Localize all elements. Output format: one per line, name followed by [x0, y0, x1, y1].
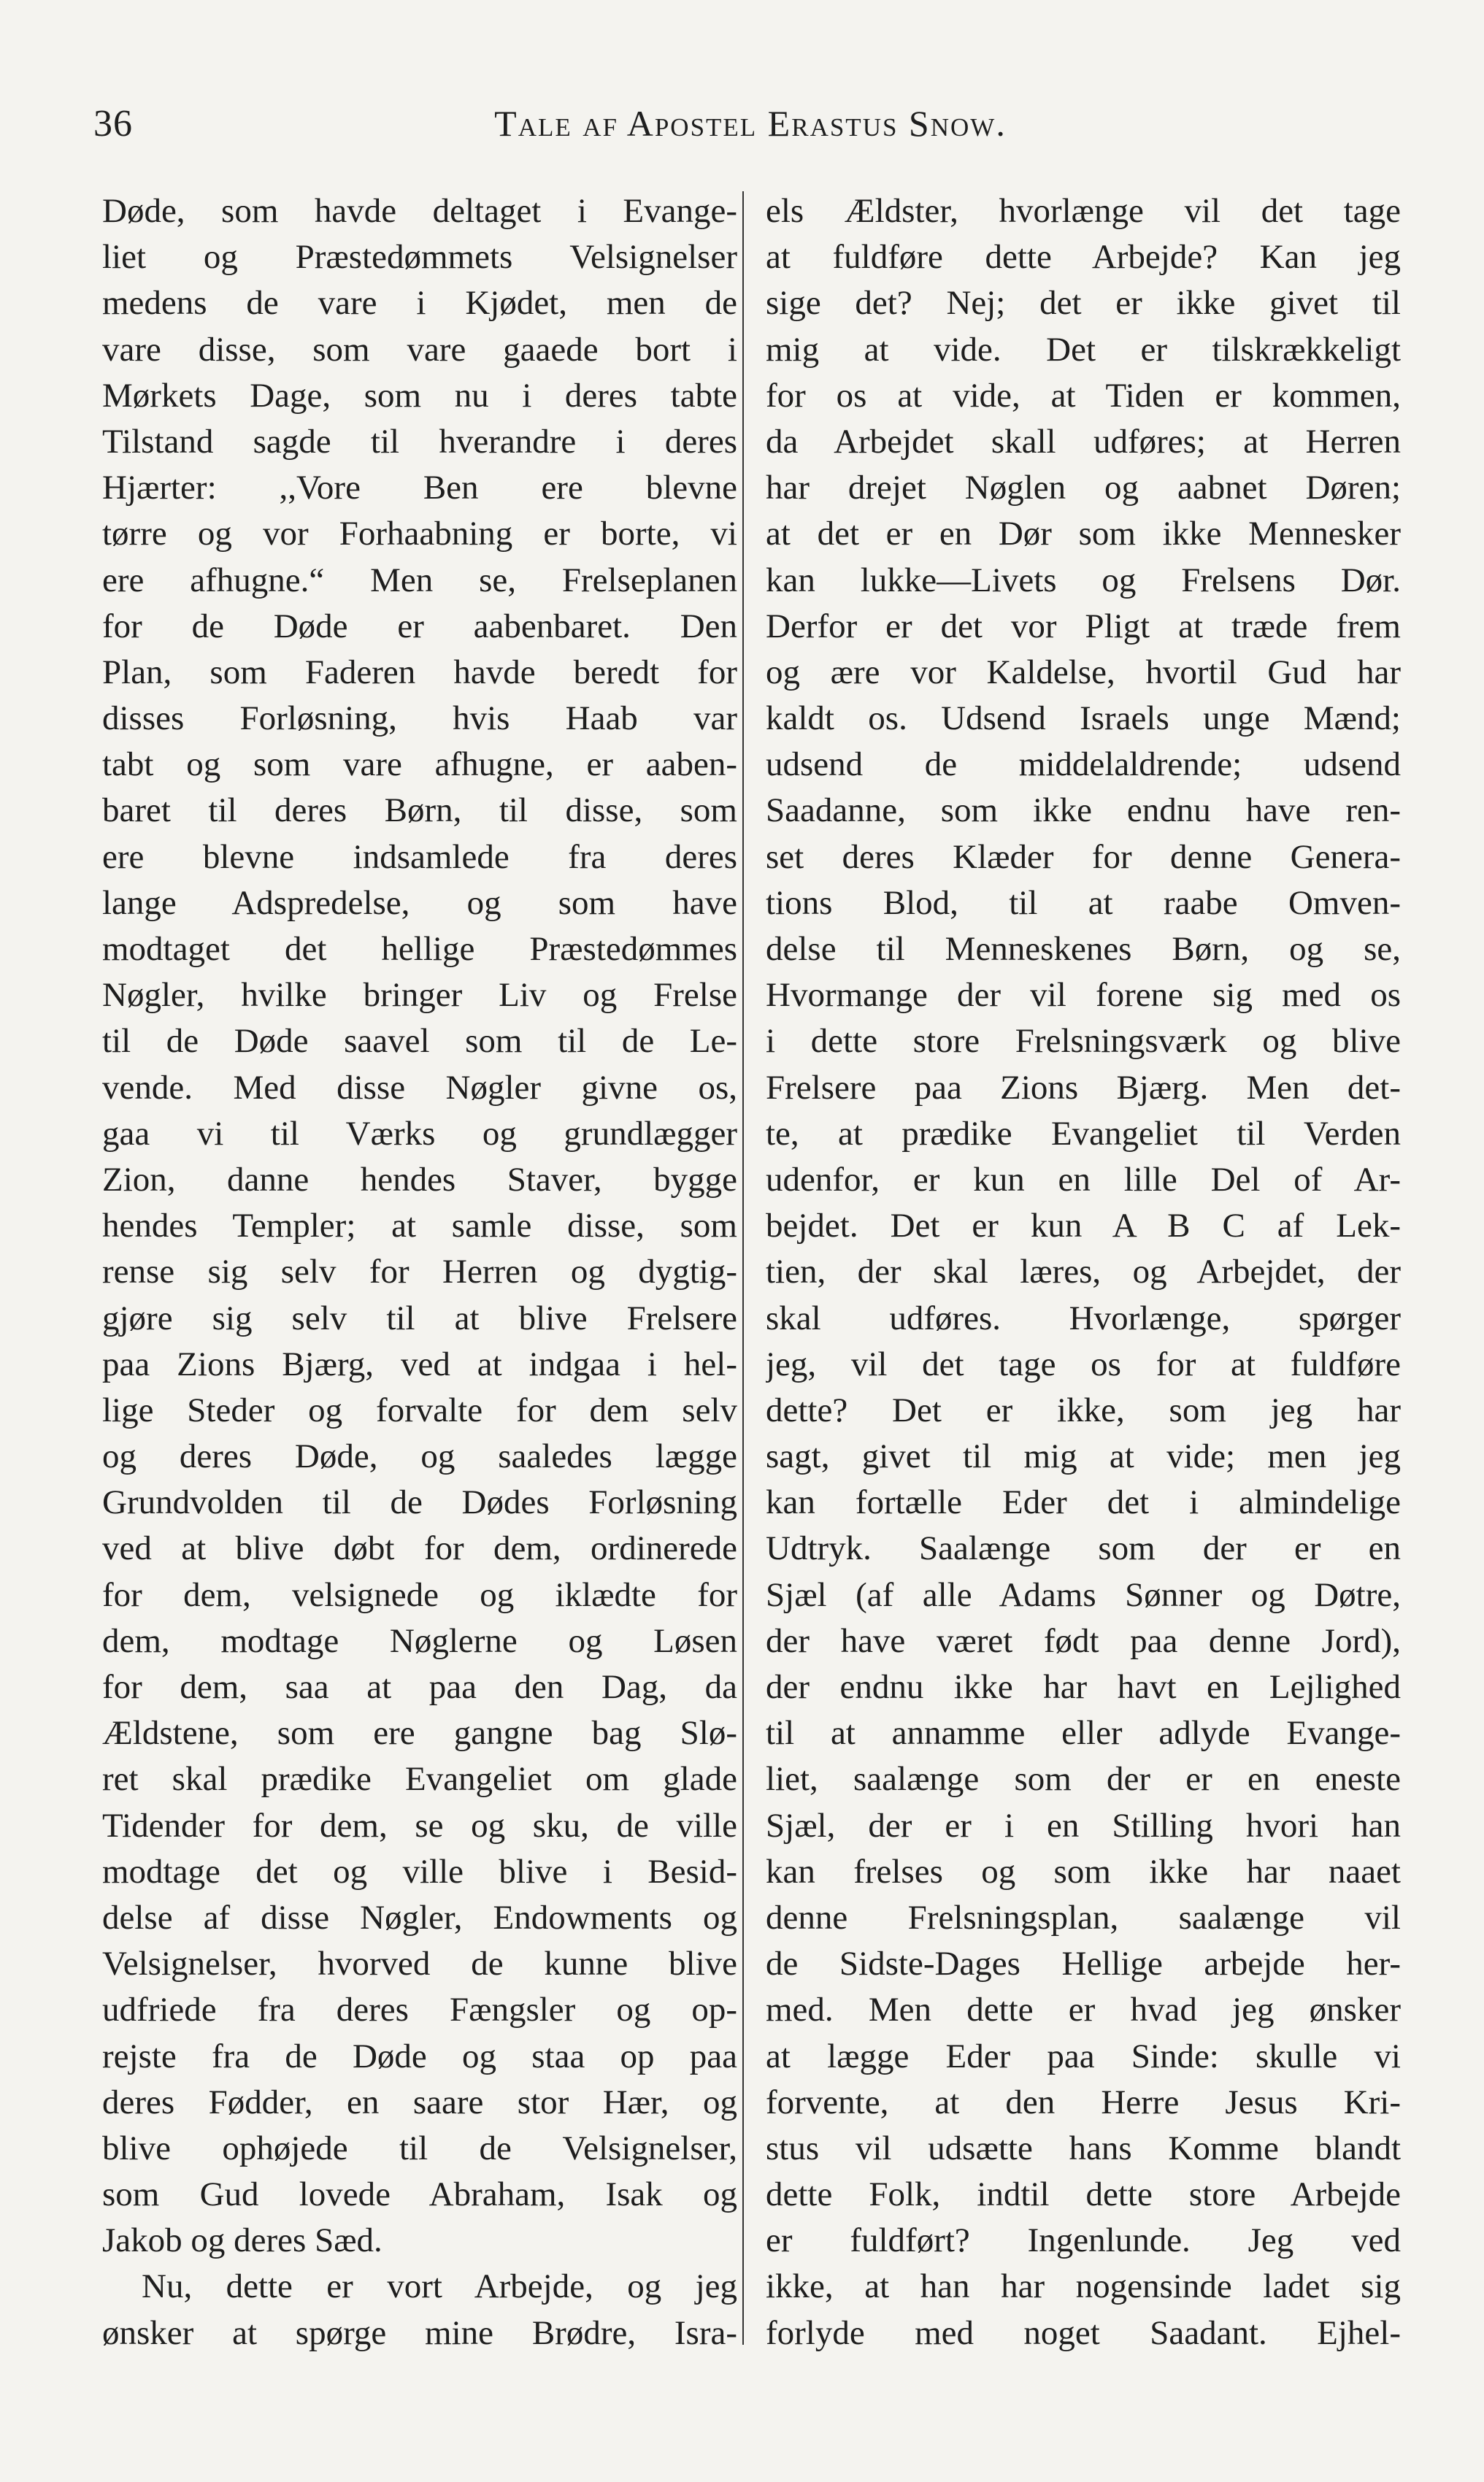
text-line: Velsignelser, hvorved de kunne blive [102, 1945, 737, 1983]
text-line: og deres Døde, og saaledes lægge [102, 1437, 737, 1476]
text-line: Nøgler, hvilke bringer Liv og Frelse [102, 976, 737, 1015]
text-line: ikke, at han har nogensinde ladet sig [766, 2267, 1401, 2306]
text-line: delse af disse Nøgler, Endowments og [102, 1898, 737, 1937]
text-line: set deres Klæder for denne Genera- [766, 837, 1401, 876]
text-line: for de Døde er aabenbaret. Den [102, 607, 737, 645]
text-line: bejdet. Det er kun A B C af Lek- [766, 1207, 1401, 1245]
text-line: te, at prædike Evangeliet til Verden [766, 1114, 1401, 1153]
text-line: kan fortælle Eder det i almindelige [766, 1483, 1401, 1522]
text-line: Tidender for dem, se og sku, de ville [102, 1806, 737, 1845]
text-line: tørre og vor Forhaabning er borte, vi [102, 515, 737, 553]
text-line: der endnu ikke har havt en Lejlighed [766, 1668, 1401, 1706]
text-line: dette? Det er ikke, som jeg har [766, 1391, 1401, 1429]
text-line: vende. Med disse Nøgler givne os, [102, 1068, 737, 1107]
text-line: Nu, dette er vort Arbejde, og jeg [142, 2267, 737, 2306]
text-line: og ære vor Kaldelse, hvortil Gud har [766, 653, 1401, 691]
text-line: Udtryk. Saalænge som der er en [766, 1529, 1401, 1568]
text-line: modtage det og ville blive i Besid- [102, 1852, 737, 1891]
right-text-column [766, 188, 1401, 2378]
text-line: kaldt os. Udsend Israels unge Mænd; [766, 699, 1401, 738]
text-line: at det er en Dør som ikke Mennesker [766, 515, 1401, 553]
text-line: Derfor er det vor Pligt at træde frem [766, 607, 1401, 645]
page-header [93, 102, 1407, 153]
text-line: Zion, danne hendes Staver, bygge [102, 1160, 737, 1199]
text-line: tabt og som vare afhugne, er aaben- [102, 745, 737, 784]
text-line: ønsker at spørge mine Brødre, Isra- [102, 2313, 737, 2352]
text-line: udenfor, er kun en lille Del of Ar- [766, 1160, 1401, 1199]
text-line: ved at blive døbt for dem, ordinerede [102, 1529, 737, 1568]
text-line: jeg, vil det tage os for at fuldføre [766, 1345, 1401, 1383]
text-line: tions Blod, til at raabe Omven- [766, 883, 1401, 922]
text-line: Mørkets Dage, som nu i deres tabte [102, 376, 737, 415]
text-line: tien, der skal læres, og Arbejdet, der [766, 1253, 1401, 1291]
text-line: dem, modtage Nøglerne og Løsen [102, 1621, 737, 1660]
text-line: Saadanne, som ikke endnu have ren- [766, 791, 1401, 830]
text-line: i dette store Frelsningsværk og blive [766, 1022, 1401, 1061]
text-line: hendes Templer; at samle disse, som [102, 1207, 737, 1245]
text-line: skal udføres. Hvorlænge, spørger [766, 1299, 1401, 1337]
text-line: ere afhugne.“ Men se, Frelseplanen [102, 561, 737, 599]
text-line: Plan, som Faderen havde beredt for [102, 653, 737, 691]
text-line: baret til deres Børn, til disse, som [102, 791, 737, 830]
text-line: kan frelses og som ikke har naaet [766, 1852, 1401, 1891]
text-line: udfriede fra deres Fængsler og op- [102, 1991, 737, 2029]
text-line: med. Men dette er hvad jeg ønsker [766, 1991, 1401, 2029]
text-line: til de Døde saavel som til de Le- [102, 1022, 737, 1061]
text-line: dette Folk, indtil dette store Arbejde [766, 2175, 1401, 2214]
text-line: kan lukke—Livets og Frelsens Dør. [766, 561, 1401, 599]
text-line: rense sig selv for Herren og dygtig- [102, 1253, 737, 1291]
text-line: Sjæl, der er i en Stilling hvori han [766, 1806, 1401, 1845]
text-line: forvente, at den Herre Jesus Kri- [766, 2083, 1401, 2121]
page-number: 36 [93, 103, 133, 145]
text-line: for os at vide, at Tiden er kommen, [766, 376, 1401, 415]
text-line: at lægge Eder paa Sinde: skulle vi [766, 2037, 1401, 2075]
text-line: vare disse, som vare gaaede bort i [102, 330, 737, 369]
text-line: rejste fra de Døde og staa op paa [102, 2037, 737, 2075]
text-line: ere blevne indsamlede fra deres [102, 837, 737, 876]
text-line: at fuldføre dette Arbejde? Kan jeg [766, 238, 1401, 277]
text-line: Hvormange der vil forene sig med os [766, 976, 1401, 1015]
text-line: der have været født paa denne Jord), [766, 1621, 1401, 1660]
text-line: Sjæl (af alle Adams Sønner og Døtre, [766, 1575, 1401, 1614]
text-line: Hjærter: ,,Vore Ben ere blevne [102, 469, 737, 507]
text-line: Frelsere paa Zions Bjærg. Men det- [766, 1068, 1401, 1107]
text-line: mig at vide. Det er tilskrækkeligt [766, 330, 1401, 369]
text-line: deres Fødder, en saare stor Hær, og [102, 2083, 737, 2121]
text-line: blive ophøjede til de Velsignelser, [102, 2129, 737, 2167]
text-line: stus vil udsætte hans Komme blandt [766, 2129, 1401, 2167]
text-line: paa Zions Bjærg, ved at indgaa i hel- [102, 1345, 737, 1383]
text-line: Ældstene, som ere gangne bag Slø- [102, 1714, 737, 1753]
text-line: medens de vare i Kjødet, men de [102, 284, 737, 323]
text-line: liet, saalænge som der er en eneste [766, 1760, 1401, 1799]
text-line: forlyde med noget Saadant. Ejhel- [766, 2313, 1401, 2352]
text-line: sige det? Nej; det er ikke givet til [766, 284, 1401, 323]
text-line: gaa vi til Værks og grundlægger [102, 1114, 737, 1153]
left-text-column [102, 188, 737, 2378]
text-line: disses Forløsning, hvis Haab var [102, 699, 737, 738]
text-line: lange Adspredelse, og som have [102, 883, 737, 922]
text-line: denne Frelsningsplan, saalænge vil [766, 1898, 1401, 1937]
text-line: Jakob og deres Sæd. [102, 2221, 382, 2260]
text-line: els Ældster, hvorlænge vil det tage [766, 192, 1401, 230]
text-line: for dem, velsignede og iklædte for [102, 1575, 737, 1614]
text-line: Døde, som havde deltaget i Evange- [102, 192, 737, 230]
text-line: til at annamme eller adlyde Evange- [766, 1714, 1401, 1753]
text-line: er fuldført? Ingenlunde. Jeg ved [766, 2221, 1401, 2260]
text-line: for dem, saa at paa den Dag, da [102, 1668, 737, 1706]
column-divider [742, 191, 744, 2345]
text-line: har drejet Nøglen og aabnet Døren; [766, 469, 1401, 507]
text-line: lige Steder og forvalte for dem selv [102, 1391, 737, 1429]
text-line: udsend de middelaldrende; udsend [766, 745, 1401, 784]
text-line: som Gud lovede Abraham, Isak og [102, 2175, 737, 2214]
running-title: Tale af Apostel Erastus Snow. [494, 103, 1007, 144]
text-line: da Arbejdet skall udføres; at Herren [766, 422, 1401, 461]
text-line: gjøre sig selv til at blive Frelsere [102, 1299, 737, 1337]
text-line: sagt, givet til mig at vide; men jeg [766, 1437, 1401, 1476]
text-line: de Sidste-Dages Hellige arbejde her- [766, 1945, 1401, 1983]
text-line: Grundvolden til de Dødes Forløsning [102, 1483, 737, 1522]
text-line: modtaget det hellige Præstedømmes [102, 930, 737, 968]
text-line: liet og Præstedømmets Velsignelser [102, 238, 737, 277]
text-line: ret skal prædike Evangeliet om glade [102, 1760, 737, 1799]
text-line: delse til Menneskenes Børn, og se, [766, 930, 1401, 968]
text-line: Tilstand sagde til hverandre i deres [102, 422, 737, 461]
